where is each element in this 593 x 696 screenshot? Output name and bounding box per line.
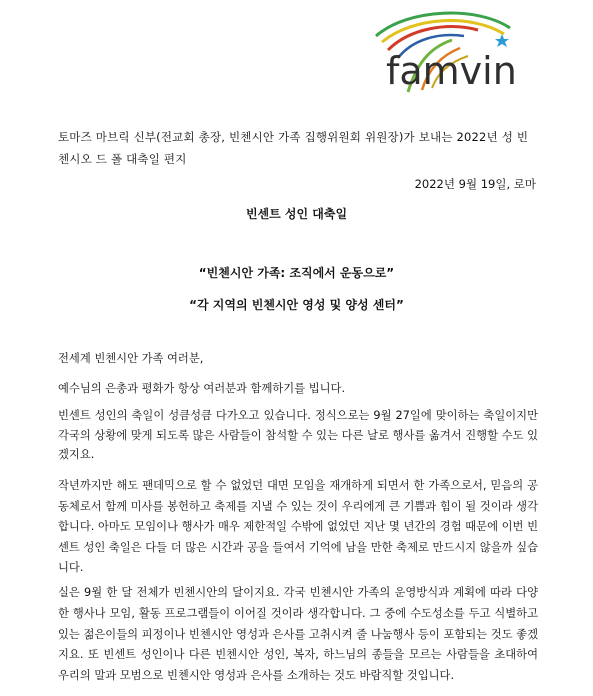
document-title: 빈센트 성인 대축일 bbox=[245, 207, 348, 221]
paragraph-feast-date: 빈센트 성인의 축일이 성큼성큼 다가오고 있습니다. 정식으로는 9월 27일에 맞이하는 축일이지만 각국의 상황에 맞게 되도록 많은 사람들이 참석할 수 있는 다른 날로 행사를 옮겨서 진행할 수도 있겠지요. bbox=[58, 409, 538, 461]
subtitle-2: “각 지역의 빈첸시안 영성 및 양성 센터” bbox=[189, 298, 404, 312]
famvin-logo-graphic bbox=[368, 6, 528, 94]
paragraph-blessing: 예수님의 은총과 평화가 항상 여러분과 함께하기를 빕니다. bbox=[58, 382, 346, 395]
subtitle-1: “빈첸시안 가족: 조직에서 운동으로” bbox=[198, 266, 395, 280]
famvin-logo bbox=[368, 6, 528, 94]
paragraph-greeting: 전세계 빈첸시안 가족 여러분, bbox=[58, 352, 204, 365]
dateline: 2022년 9월 19일, 로마 bbox=[414, 177, 536, 191]
intro-line: 토마즈 마브릭 신부(전교회 총장, 빈첸시안 가족 집행위원회 위원장)가 보내는 2022년 성 빈첸시오 드 폴 대축일 편지 bbox=[58, 130, 529, 166]
paragraph-vincentian-month: 실은 9월 한 달 전체가 빈첸시안의 달이지요. 각국 빈첸시안 가족의 운영방식과 계획에 따라 다양한 행사나 모임, 활동 프로그램들이 이어질 것이라 생각합니다. 그 중에 수도성소를 두고 식별하고 있는 젊은이들의 피정이나 빈첸시안 영성과 은사를 고취시켜 줄 나눔행사 등이 포함되는 것도 좋겠지요. 또 빈센트 성인이나 다른 빈첸시안 성인, 복자, 하느님의 종들을 모르는 사람들을 초대하여 우리의 말과 모범으로 빈첸시안 영성과 은사를 소개하는 것도 바람직할 것입니다. bbox=[58, 586, 538, 683]
paragraph-in-person: 작년까지만 해도 팬데믹으로 할 수 없었던 대면 모임을 재개하게 되면서 한 가족으로서, 믿음의 공동체로서 함께 미사를 봉헌하고 축제를 지낼 수 있는 것이 우리에게 큰 기쁨과 힘이 될 것이라 생각합니다. 아마도 모임이나 행사가 매우 제한적일 수밖에 없었던 지난 몇 년간의 경험 때문에 이번 빈센트 성인 축일은 다들 더 많은 시간과 공을 들여서 기억에 남을 만한 축제로 만드시지 않을까 싶습니다. bbox=[58, 479, 538, 574]
logo-wordmark: famvin bbox=[386, 49, 517, 93]
